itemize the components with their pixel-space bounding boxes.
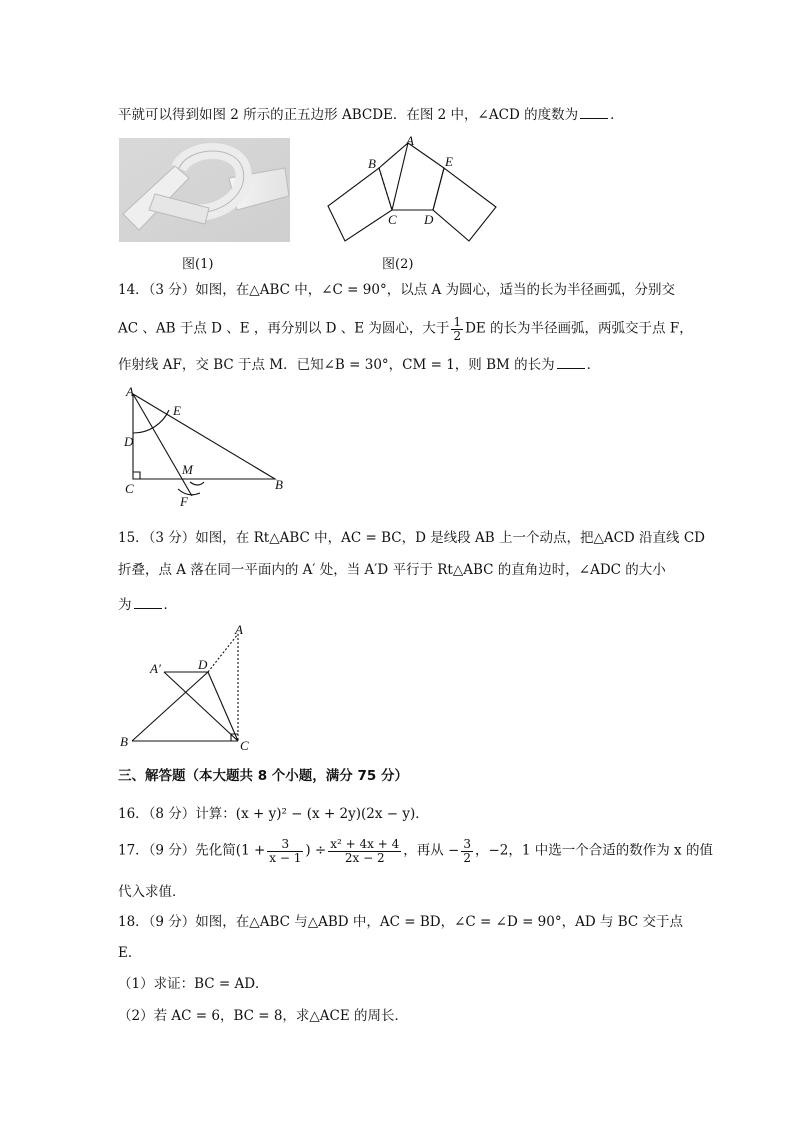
label-C: C: [388, 212, 397, 227]
q16-line: 16．（8 分）计算：(x + y)² − (x + 2y)(2x − y)．: [118, 806, 429, 822]
q17-after: ，再从 −: [403, 842, 460, 859]
label-M: M: [182, 462, 193, 477]
label-D: D: [424, 212, 434, 227]
label-F-box: [174, 490, 204, 510]
q15-line1: 15．（3 分）如图，在 Rt△ABC 中，AC = BC，D 是线段 AB 上一个动点，把△ACD 沿直线 CD: [118, 530, 705, 546]
q18-line1: 18．（9 分）如图，在△ABC 与△ABD 中，AC = BD，∠C = ∠D = 90°，AD 与 BC 交于点: [118, 914, 684, 930]
q17-prefix: 17．（9 分）先化简(1 +: [118, 842, 266, 859]
answer-blank: [134, 596, 162, 609]
label-D: D: [198, 657, 208, 672]
q17-line1: [118, 838, 713, 864]
q18-line2: E．: [118, 945, 142, 961]
q14-figure: [118, 386, 296, 509]
figure-2-caption: 图(2): [382, 257, 414, 272]
triangle-bisector-diagram: [118, 386, 296, 496]
label-C: C: [125, 481, 134, 496]
figure-1-photo: [119, 138, 290, 242]
q15-line3: [118, 596, 177, 613]
figure-2-pentagon: [322, 134, 502, 246]
frac-den: x − 1: [269, 850, 302, 865]
section-3-heading: 三、解答题（本大题共 8 个小题，满分 75 分）: [118, 768, 408, 784]
q13-text: 平就可以得到如图 2 所示的正五边形 ABCDE．在图 2 中，∠ACD 的度数为: [118, 107, 579, 123]
label-E: E: [445, 154, 453, 169]
label-C: C: [240, 738, 249, 753]
fraction-3-over-x-1: [267, 838, 303, 864]
answer-blank: [557, 356, 585, 369]
q14-line2b: DE 的长为半径画弧，两弧交于点 F，: [465, 320, 693, 337]
folding-triangle-diagram: [116, 622, 266, 754]
frac-num: 1: [453, 315, 462, 329]
pentagon-diagram: [322, 134, 502, 246]
q17-line2: 代入求值．: [118, 884, 186, 900]
fraction-half: [451, 316, 463, 342]
fraction-quadratic: [328, 838, 401, 864]
q17-tail: ，−2，1 中选一个合适的数作为 x 的值: [474, 842, 713, 859]
label-E: E: [173, 403, 181, 418]
q14-end: ．: [586, 357, 601, 373]
label-A: A: [126, 386, 134, 399]
frac-den: 2: [463, 850, 471, 865]
label-A: A: [235, 622, 243, 637]
label-B: B: [275, 477, 283, 492]
frac-den: 2x − 2: [344, 850, 385, 865]
frac-num: x² + 4x + 4: [330, 837, 400, 851]
q14-line1: 14．（3 分）如图，在△ABC 中，∠C = 90°，以点 A 为圆心，适当的长为半径画弧，分别交: [118, 282, 676, 298]
label-B: B: [368, 156, 376, 171]
label-F-text: F: [180, 494, 188, 509]
q15-line3-text: 为: [118, 597, 132, 613]
fraction-3-over-2: [461, 838, 473, 864]
q18-part2: （2）若 AC = 6，BC = 8，求△ACE 的周长．: [118, 1008, 409, 1024]
q17-mid: ) ÷: [305, 842, 327, 859]
label-D: D: [124, 434, 134, 449]
q15-line2: 折叠，点 A 落在同一平面内的 A′ 处，当 A′D 平行于 Rt△ABC 的直角边时，∠ADC 的大小: [118, 562, 666, 578]
q14-line3: [118, 356, 600, 373]
frac-num: 3: [463, 837, 471, 851]
q13-line1: [118, 106, 624, 123]
q14-line2a: AC 、AB 于点 D 、E ，再分别以 D 、E 为圆心，大于: [118, 320, 450, 337]
q13-end: ．: [610, 107, 624, 123]
label-A-prime: A′: [150, 661, 161, 676]
label-A: A: [406, 134, 414, 148]
q15-end: ．: [163, 597, 177, 613]
frac-den: 2: [453, 328, 462, 343]
label-B: B: [120, 734, 128, 749]
q14-line2: [118, 316, 693, 342]
q14-line3-text: 作射线 AF，交 BC 于点 M．已知∠B = 30°，CM = 1，则 BM 的长为: [118, 357, 555, 373]
answer-blank: [580, 106, 608, 119]
frac-num: 3: [267, 838, 303, 852]
q15-figure: [116, 622, 266, 754]
ribbon-knot-image: [119, 138, 290, 242]
q18-part1: （1）求证：BC = AD．: [118, 976, 269, 992]
figure-1-caption: 图(1): [182, 257, 214, 272]
